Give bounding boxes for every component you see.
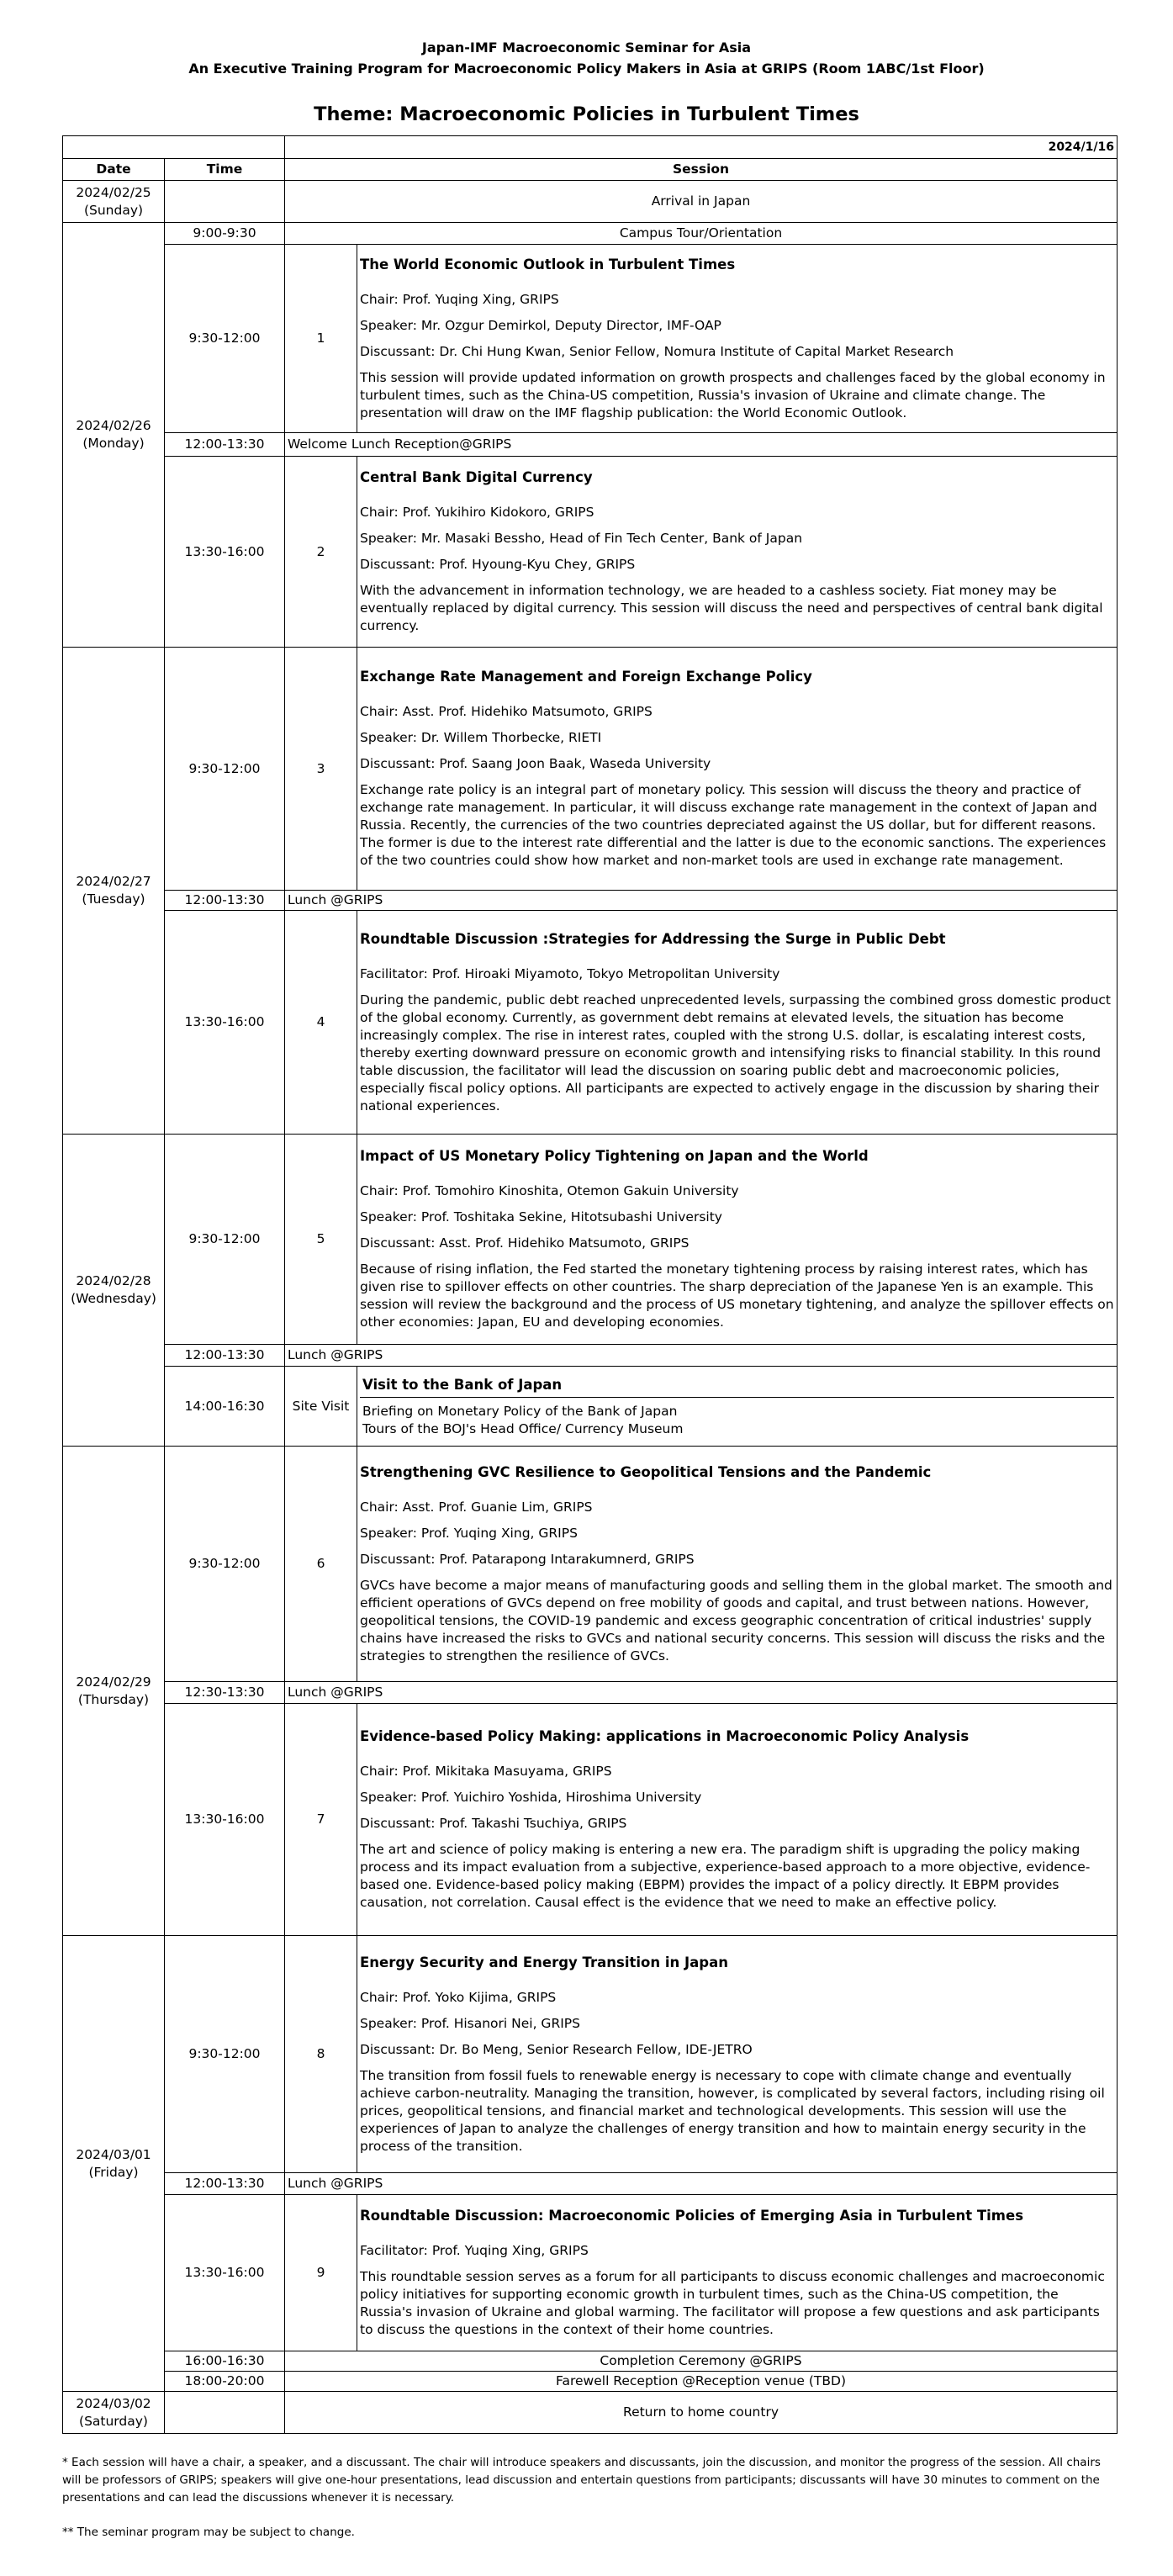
session-title: Visit to the Bank of Japan bbox=[360, 1374, 1114, 1398]
time-cell: 9:30-12:00 bbox=[165, 1936, 285, 2173]
orientation-event: Campus Tour/Orientation bbox=[285, 223, 1118, 245]
session-description: This roundtable session serves as a forum for all participants to discuss economic challenges and macroeconomic policy initiatives for supporting economic growth in turbulent times, such as the China-US competition, the Russia's invasion of Ukraine and global warming. The facilitator will propose a few questions and ask participants to discuss the questions in the context of their home countries. bbox=[360, 2269, 1105, 2337]
lunch-event: Lunch @GRIPS bbox=[285, 1345, 1118, 1367]
session-facilitator: Facilitator: Prof. Hiroaki Miyamoto, Tokyo Metropolitan University bbox=[360, 965, 780, 981]
session-number: 9 bbox=[285, 2195, 357, 2351]
session-chair: Chair: Prof. Yuqing Xing, GRIPS bbox=[360, 291, 559, 307]
footnote: ** The seminar program may be subject to change. bbox=[62, 2526, 355, 2539]
time-cell: 13:30-16:00 bbox=[165, 2195, 285, 2351]
session-title: Strengthening GVC Resilience to Geopolitical Tensions and the Pandemic bbox=[360, 1463, 932, 1480]
visit-line: Tours of the BOJ's Head Office/ Currency Museum bbox=[362, 1421, 684, 1436]
session-3 bbox=[357, 648, 1118, 891]
time-cell: 9:30-12:00 bbox=[165, 648, 285, 891]
session-2 bbox=[357, 457, 1118, 648]
time-cell: 9:30-12:00 bbox=[165, 1447, 285, 1682]
time-cell: 13:30-16:00 bbox=[165, 1704, 285, 1936]
lunch-event: Lunch @GRIPS bbox=[285, 891, 1118, 911]
session-speaker: Speaker: Prof. Toshitaka Sekine, Hitotsubashi University bbox=[360, 1209, 722, 1225]
time-cell: 16:00-16:30 bbox=[165, 2351, 285, 2372]
session-chair: Chair: Asst. Prof. Hidehiko Matsumoto, GRIPS bbox=[360, 704, 653, 719]
session-description: The transition from fossil fuels to renewable energy is necessary to cope with climate change and eventually achieve carbon-neutrality. Managing the transition, however, is complicated by several factors, including rising oil prices, geopolitical tensions, and financial market and technological developments. This session will use the experiences of Japan to analyze the challenges of energy transition and how to maintain energy security in the process of the transition. bbox=[360, 2067, 1105, 2154]
session-5 bbox=[357, 1135, 1118, 1345]
session-4 bbox=[357, 911, 1118, 1135]
session-title: Energy Security and Energy Transition in Japan bbox=[360, 1954, 728, 1970]
time-cell: 12:00-13:30 bbox=[165, 433, 285, 457]
session-title: Evidence-based Policy Making: applications in Macroeconomic Policy Analysis bbox=[360, 1728, 970, 1744]
day-cell: 2024/03/02 (Saturday) bbox=[63, 2392, 165, 2434]
session-number: 6 bbox=[285, 1447, 357, 1682]
session-number: 4 bbox=[285, 911, 357, 1135]
session-discussant: Discussant: Prof. Saang Joon Baak, Waseda University bbox=[360, 756, 711, 771]
day-cell: 2024/03/01 (Friday) bbox=[63, 1936, 165, 2392]
session-chair: Chair: Asst. Prof. Guanie Lim, GRIPS bbox=[360, 1499, 593, 1515]
session-speaker: Speaker: Mr. Ozgur Demirkol, Deputy Director, IMF-OAP bbox=[360, 317, 721, 333]
site-visit bbox=[357, 1367, 1118, 1447]
lunch-event: Welcome Lunch Reception@GRIPS bbox=[285, 433, 1118, 457]
arrival-event: Arrival in Japan bbox=[285, 181, 1118, 223]
time-cell: 9:30-12:00 bbox=[165, 245, 285, 433]
session-discussant: Discussant: Prof. Takashi Tsuchiya, GRIPS bbox=[360, 1816, 627, 1831]
day-cell: 2024/02/29 (Thursday) bbox=[63, 1447, 165, 1936]
session-7 bbox=[357, 1704, 1118, 1936]
session-discussant: Discussant: Asst. Prof. Hidehiko Matsumoto, GRIPS bbox=[360, 1235, 690, 1251]
session-facilitator: Facilitator: Prof. Yuqing Xing, GRIPS bbox=[360, 2243, 589, 2258]
session-speaker: Speaker: Prof. Yuqing Xing, GRIPS bbox=[360, 1525, 578, 1541]
session-speaker: Speaker: Mr. Masaki Bessho, Head of Fin Tech Center, Bank of Japan bbox=[360, 531, 803, 546]
time-cell: 18:00-20:00 bbox=[165, 2372, 285, 2392]
session-number: 3 bbox=[285, 648, 357, 891]
time-cell: 9:30-12:00 bbox=[165, 1135, 285, 1345]
session-chair: Chair: Prof. Tomohiro Kinoshita, Otemon Gakuin University bbox=[360, 1183, 739, 1198]
session-8 bbox=[357, 1936, 1118, 2173]
session-title: Central Bank Digital Currency bbox=[360, 469, 593, 485]
session-chair: Chair: Prof. Yukihiro Kidokoro, GRIPS bbox=[360, 505, 594, 520]
session-title: Impact of US Monetary Policy Tightening on Japan and the World bbox=[360, 1148, 869, 1164]
session-title: Exchange Rate Management and Foreign Exchange Policy bbox=[360, 669, 812, 685]
session-chair: Chair: Prof. Mikitaka Masuyama, GRIPS bbox=[360, 1764, 612, 1779]
session-title: Roundtable Discussion: Macroeconomic Policies of Emerging Asia in Turbulent Times bbox=[360, 2208, 1024, 2224]
session-number: 2 bbox=[285, 457, 357, 648]
date-column-header: Date bbox=[63, 159, 165, 181]
visit-line: Briefing on Monetary Policy of the Bank of Japan bbox=[362, 1404, 678, 1419]
session-6 bbox=[357, 1447, 1118, 1682]
time-cell: 12:00-13:30 bbox=[165, 2173, 285, 2195]
return-event: Return to home country bbox=[285, 2392, 1118, 2434]
time-cell: 12:00-13:30 bbox=[165, 1345, 285, 1367]
session-speaker: Speaker: Dr. Willem Thorbecke, RIETI bbox=[360, 730, 602, 745]
session-description: Exchange rate policy is an integral part of monetary policy. This session will discuss the theory and practice of exchange rate management. In particular, it will discuss exchange rate management in the context of Japan and Russia. Recently, the currencies of the two countries depreciated against the US dollar, but for different reasons. The former is due to the interest rate differential and the latter is due to the economic sanctions. The experiences of the two countries could show how market and non-market tools are used in exchange rate management. bbox=[360, 782, 1107, 868]
session-9 bbox=[357, 2195, 1118, 2351]
session-description: GVCs have become a major means of manufacturing goods and selling them in the global market. The smooth and efficient operations of GVCs depend on free mobility of goods and capital, and trust between nations. However, geopolitical tensions, the COVID-19 pandemic and excess geographic concentration of critical industries' supply chains have increased the risks to GVCs and national security concerns. This session will discuss the risks and the strategies to strengthen the resilience of GVCs. bbox=[360, 1577, 1112, 1664]
document-date: 2024/1/16 bbox=[285, 136, 1118, 159]
session-discussant: Discussant: Dr. Bo Meng, Senior Research Fellow, IDE-JETRO bbox=[360, 2041, 753, 2057]
session-number: 8 bbox=[285, 1936, 357, 2173]
program-subtitle: An Executive Training Program for Macroeconomic Policy Makers in Asia at GRIPS (Room 1ABC/1st Floor) bbox=[188, 61, 985, 77]
time-cell: 12:00-13:30 bbox=[165, 891, 285, 911]
session-1 bbox=[357, 245, 1118, 433]
session-title: Roundtable Discussion :Strategies for Addressing the Surge in Public Debt bbox=[360, 930, 946, 947]
lunch-event: Lunch @GRIPS bbox=[285, 1682, 1118, 1704]
session-speaker: Speaker: Prof. Yuichiro Yoshida, Hiroshima University bbox=[360, 1790, 702, 1805]
session-column-header: Session bbox=[285, 159, 1118, 181]
time-cell: 13:30-16:00 bbox=[165, 911, 285, 1135]
footnote: * Each session will have a chair, a speaker, and a discussant. The chair will introduce speakers and discussants, join the discussion, and monitor the progress of the session. All chairs will be professors of GRIPS; speakers will give one-hour presentations, lead discussion and entertain questions from participants; discussants will have 30 minutes to comment on the presentations and can lead the discussions whenever it is necessary. bbox=[62, 2456, 1101, 2505]
day-cell: 2024/02/28 (Wednesday) bbox=[63, 1135, 165, 1447]
completion-event: Completion Ceremony @GRIPS bbox=[285, 2351, 1118, 2372]
session-discussant: Discussant: Prof. Hyoung-Kyu Chey, GRIPS bbox=[360, 557, 636, 572]
session-chair: Chair: Prof. Yoko Kijima, GRIPS bbox=[360, 1989, 557, 2005]
seminar-title: Japan-IMF Macroeconomic Seminar for Asia bbox=[421, 40, 752, 56]
session-discussant: Discussant: Dr. Chi Hung Kwan, Senior Fellow, Nomura Institute of Capital Market Research bbox=[360, 343, 954, 359]
time-column-header: Time bbox=[165, 159, 285, 181]
session-description: With the advancement in information technology, we are headed to a cashless society. Fiat money may be eventually replaced by digital currency. This session will discuss the need and perspectives of central bank digital currency. bbox=[360, 583, 1103, 633]
lunch-event: Lunch @GRIPS bbox=[285, 2173, 1118, 2195]
session-number: 1 bbox=[285, 245, 357, 433]
theme-heading: Theme: Macroeconomic Policies in Turbulent Times bbox=[314, 103, 859, 125]
day-cell: 2024/02/27 (Tuesday) bbox=[63, 648, 165, 1135]
time-cell: 13:30-16:00 bbox=[165, 457, 285, 648]
session-description: This session will provide updated information on growth prospects and challenges faced by the global economy in turbulent times, such as the China-US competition, Russia's invasion of Ukraine and climate change. The presentation will draw on the IMF flagship publication: the World Economic Outlook. bbox=[360, 369, 1106, 421]
day-cell: 2024/02/26 (Monday) bbox=[63, 223, 165, 648]
session-number: 5 bbox=[285, 1135, 357, 1345]
session-description: The art and science of policy making is entering a new era. The paradigm shift is upgrading the policy making process and its impact evaluation from a subjective, experience-based approach to a more objective, evidence-based one. Evidence-based policy making (EBPM) provides the impact of a policy directly. It EBPM provides causation, not correlation. Causal effect is the evidence that we need to make an effective policy. bbox=[360, 1842, 1091, 1910]
session-number: Site Visit bbox=[285, 1367, 357, 1447]
time-cell: 9:00-9:30 bbox=[165, 223, 285, 245]
session-discussant: Discussant: Prof. Patarapong Intarakumnerd, GRIPS bbox=[360, 1551, 695, 1567]
time-cell: 12:30-13:30 bbox=[165, 1682, 285, 1704]
session-description: Because of rising inflation, the Fed started the monetary tightening process by raising interest rates, which has given rise to spillover effects on other countries. The sharp depreciation of the Japanese Yen is an example. This session will review the background and the process of US monetary tightening, and analyze the spillover effects on other economies: Japan, EU and developing economies. bbox=[360, 1262, 1114, 1330]
time-cell: 14:00-16:30 bbox=[165, 1367, 285, 1447]
farewell-event: Farewell Reception @Reception venue (TBD) bbox=[285, 2372, 1118, 2392]
session-description: During the pandemic, public debt reached unprecedented levels, surpassing the combined gross domestic product of the global economy. Currently, as government debt remains at elevated levels, the situation has become increasingly complex. The rise in interest rates, coupled with the strong U.S. dollar, is escalating interest costs, thereby exerting downward pressure on economic growth and intensifying risks to financial stability. In this round table discussion, the facilitator will lead the discussion on soaring public debt and macroeconomic policies, especially fiscal policy options. All participants are expected to actively engage in the discussion by sharing their national experiences. bbox=[360, 992, 1111, 1113]
schedule-table bbox=[62, 135, 1118, 2434]
session-number: 7 bbox=[285, 1704, 357, 1936]
session-speaker: Speaker: Prof. Hisanori Nei, GRIPS bbox=[360, 2015, 580, 2031]
day-cell: 2024/02/25 (Sunday) bbox=[63, 181, 165, 223]
session-title: The World Economic Outlook in Turbulent Times bbox=[360, 256, 736, 272]
